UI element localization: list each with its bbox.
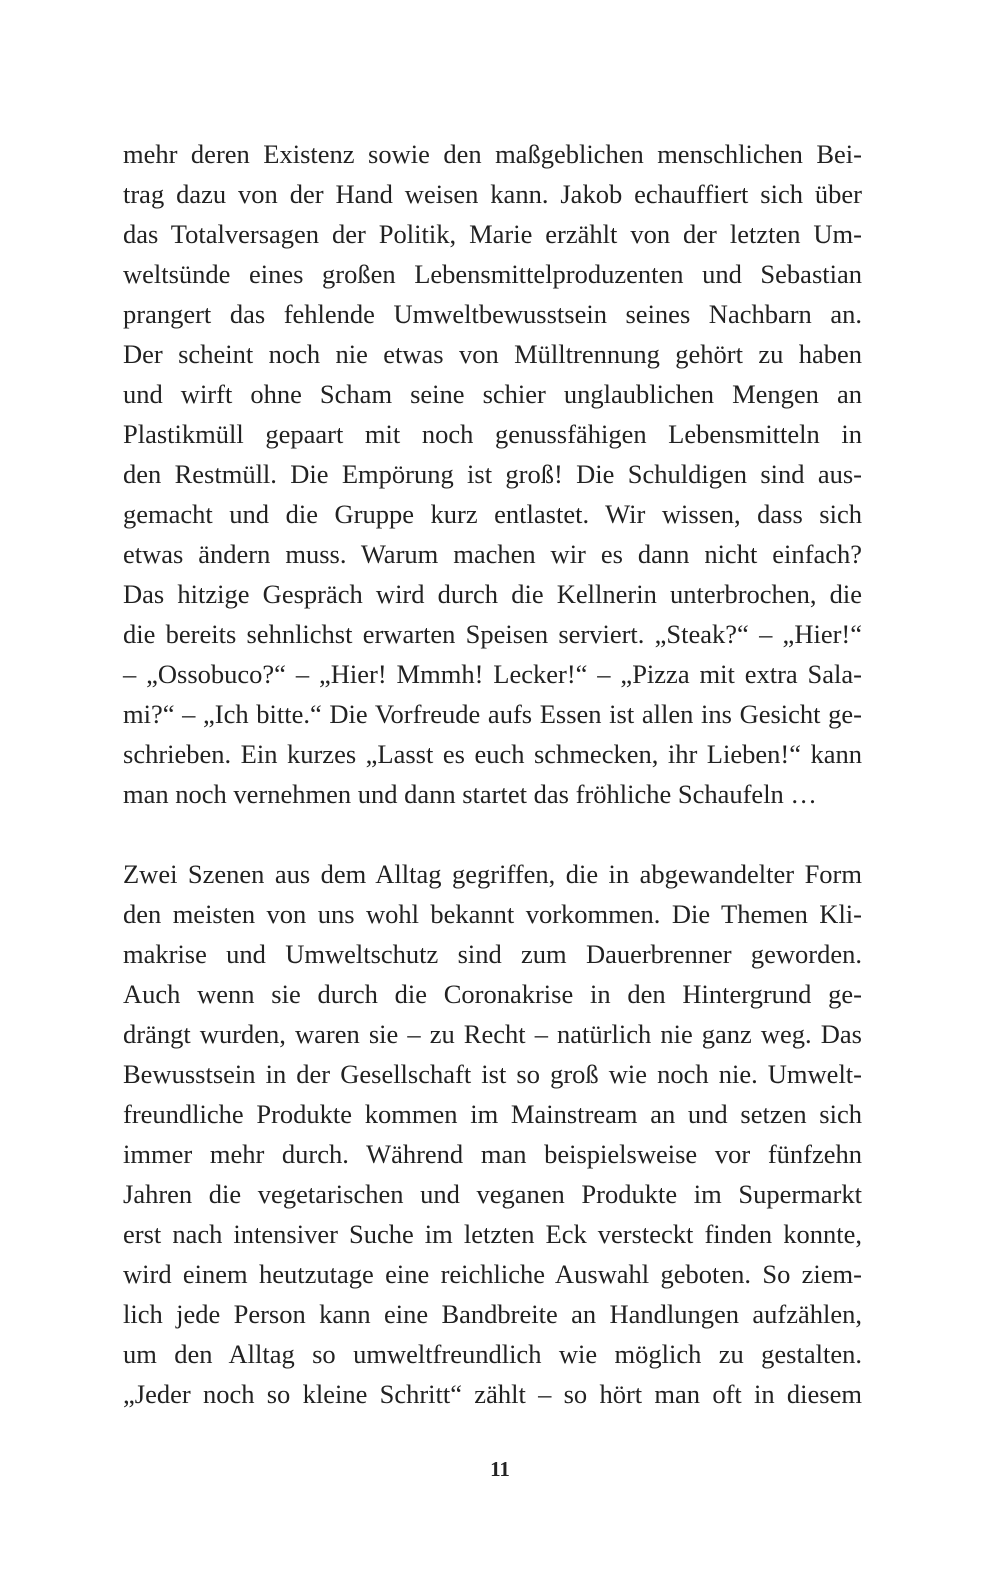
page-body	[123, 134, 862, 1414]
text-line: Zwei Szenen aus dem Alltag gegriffen, die in abgewandelter Form	[123, 859, 862, 889]
paragraph-gap	[123, 814, 862, 854]
text-line: den Restmüll. Die Empörung ist groß! Die Schuldigen sind aus-	[123, 459, 862, 489]
text-line: das Totalversagen der Politik, Marie erzählt von der letzten Um-	[123, 219, 862, 249]
text-line: und wirft ohne Scham seine schier unglaublichen Mengen an	[123, 379, 862, 409]
text-line: mi?“ – „Ich bitte.“ Die Vorfreude aufs Essen ist allen ins Gesicht ge-	[123, 699, 862, 729]
text-line: Jahren die vegetarischen und veganen Produkte im Supermarkt	[123, 1179, 862, 1209]
text-line: Bewusstsein in der Gesellschaft ist so groß wie noch nie. Umwelt-	[123, 1059, 862, 1089]
text-line: immer mehr durch. Während man beispielsweise vor fünfzehn	[123, 1139, 862, 1169]
text-line: freundliche Produkte kommen im Mainstream an und setzen sich	[123, 1099, 862, 1129]
text-line: – „Ossobuco?“ – „Hier! Mmmh! Lecker!“ – „Pizza mit extra Sala-	[123, 659, 862, 689]
text-line: Das hitzige Gespräch wird durch die Kellnerin unterbrochen, die	[123, 579, 862, 609]
text-line: „Jeder noch so kleine Schritt“ zählt – so hört man oft in diesem	[123, 1379, 862, 1409]
text-line: lich jede Person kann eine Bandbreite an Handlungen aufzählen,	[123, 1299, 862, 1329]
text-line: schrieben. Ein kurzes „Lasst es euch schmecken, ihr Lieben!“ kann	[123, 739, 862, 769]
text-line: erst nach intensiver Suche im letzten Eck versteckt finden konnte,	[123, 1219, 862, 1249]
page-number: 11	[490, 1457, 510, 1481]
text-line: prangert das fehlende Umweltbewusstsein seines Nachbarn an.	[123, 299, 862, 329]
text-line: makrise und Umweltschutz sind zum Dauerbrenner geworden.	[123, 939, 862, 969]
text-line: den meisten von uns wohl bekannt vorkommen. Die Themen Kli-	[123, 899, 862, 929]
text-line: gemacht und die Gruppe kurz entlastet. Wir wissen, dass sich	[123, 499, 862, 529]
text-line: etwas ändern muss. Warum machen wir es dann nicht einfach?	[123, 539, 862, 569]
paragraph-1	[123, 134, 862, 814]
text-line: die bereits sehnlichst erwarten Speisen serviert. „Steak?“ – „Hier!“	[123, 619, 862, 649]
text-line: wird einem heutzutage eine reichliche Auswahl geboten. So ziem-	[123, 1259, 862, 1289]
text-line: mehr deren Existenz sowie den maßgeblichen menschlichen Bei-	[123, 139, 862, 169]
text-line: Der scheint noch nie etwas von Mülltrennung gehört zu haben	[123, 339, 862, 369]
text-line: Auch wenn sie durch die Coronakrise in den Hintergrund ge-	[123, 979, 862, 1009]
paragraph-2	[123, 854, 862, 1414]
text-line: weltsünde eines großen Lebensmittelproduzenten und Sebastian	[123, 259, 862, 289]
text-line: man noch vernehmen und dann startet das fröhliche Schaufeln …	[123, 779, 817, 809]
text-line: Plastikmüll gepaart mit noch genussfähigen Lebensmitteln in	[123, 419, 862, 449]
text-line: drängt wurden, waren sie – zu Recht – natürlich nie ganz weg. Das	[123, 1019, 862, 1049]
text-line: um den Alltag so umweltfreundlich wie möglich zu gestalten.	[123, 1339, 862, 1369]
text-line: trag dazu von der Hand weisen kann. Jakob echauffiert sich über	[123, 179, 862, 209]
